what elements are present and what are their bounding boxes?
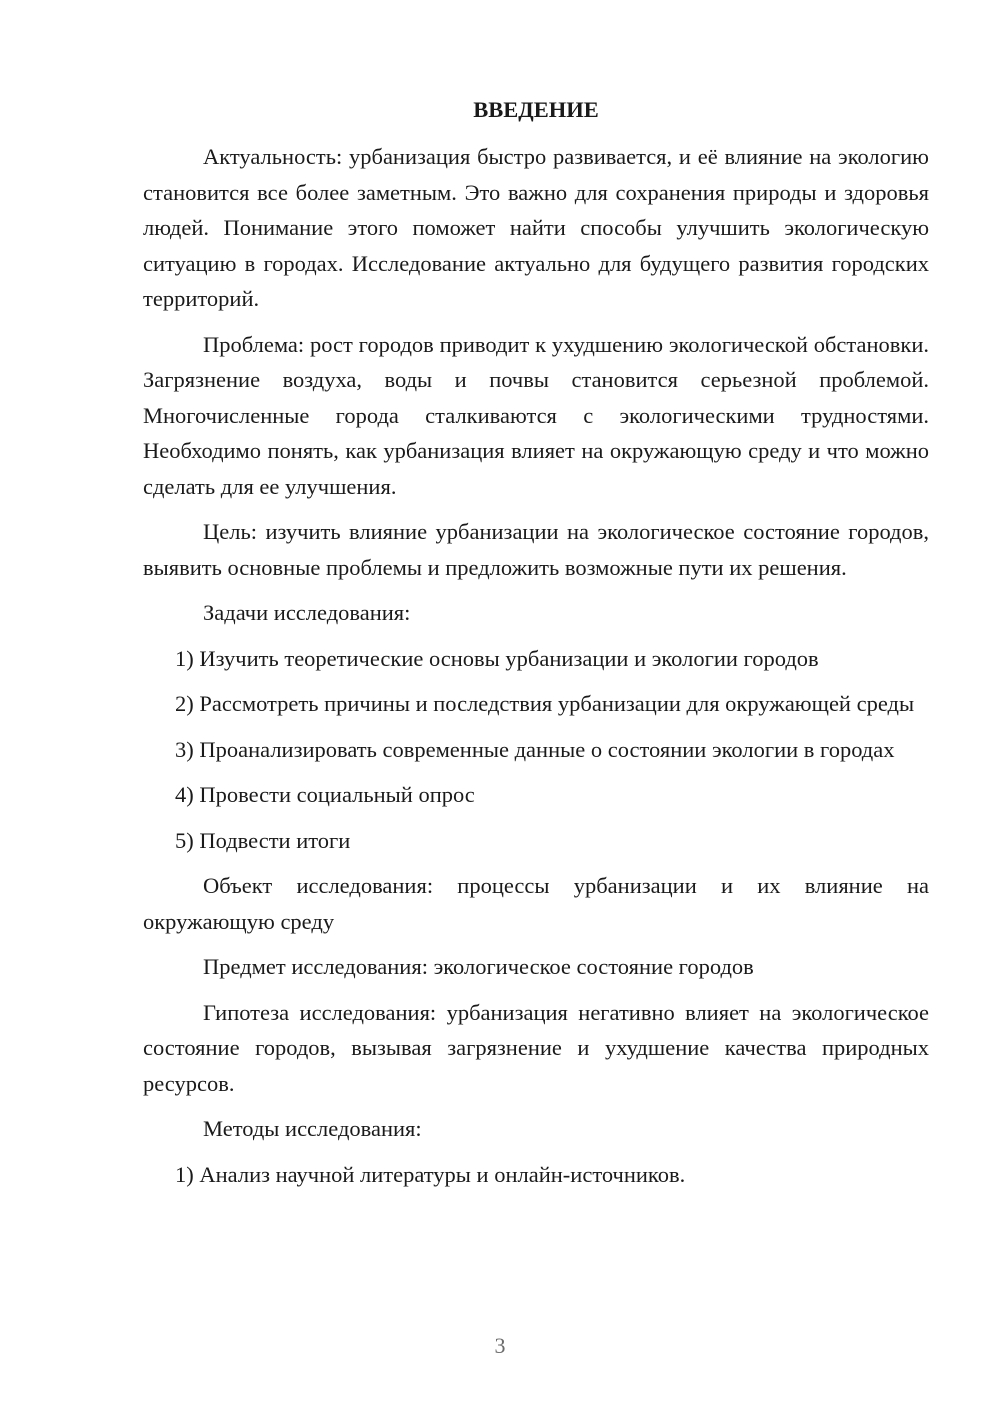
subject-paragraph: Предмет исследования: экологическое состояние городов	[203, 954, 754, 979]
tasks-heading: Задачи исследования:	[203, 600, 411, 625]
methods-heading: Методы исследования:	[203, 1116, 422, 1141]
relevance-paragraph: Актуальность: урбанизация быстро развивается, и её влияние на экологию становится все более заметным. Это важно для сохранения природы и здоровья людей. Понимание этого поможет найти способы улучшить экологическую ситуацию в городах. Исследование актуально для будущего развития городских территорий.	[143, 144, 929, 311]
task-item: 1) Изучить теоретические основы урбанизации и экологии городов	[175, 645, 819, 671]
hypothesis-paragraph: Гипотеза исследования: урбанизация негативно влияет на экологическое состояние городов, вызывая загрязнение и ухудшение качества природных ресурсов.	[143, 999, 929, 1096]
document-page	[143, 96, 929, 1202]
object-paragraph: Объект исследования: процессы урбанизации и их влияние на окружающую среду	[143, 873, 929, 934]
page-number: 3	[494, 1333, 506, 1358]
goal-paragraph: Цель: изучить влияние урбанизации на экологическое состояние городов, выявить основные проблемы и предложить возможные пути их решения.	[143, 519, 929, 580]
section-title: ВВЕДЕНИЕ	[473, 97, 599, 122]
task-item: 3) Проанализировать современные данные о состоянии экологии в городах	[175, 736, 895, 762]
task-item: 5) Подвести итоги	[175, 827, 351, 853]
method-item: 1) Анализ научной литературы и онлайн-источников.	[175, 1161, 686, 1187]
problem-paragraph: Проблема: рост городов приводит к ухудшению экологической обстановки. Загрязнение воздуха, воды и почвы становится серьезной проблемой. Многочисленные города сталкиваются с экологическими трудностями. Необходимо понять, как урбанизация влияет на окружающую среду и что можно сделать для ее улучшения.	[143, 331, 929, 499]
task-item: 2) Рассмотреть причины и последствия урбанизации для окружающей среды	[175, 691, 915, 716]
task-item: 4) Провести социальный опрос	[175, 782, 475, 807]
